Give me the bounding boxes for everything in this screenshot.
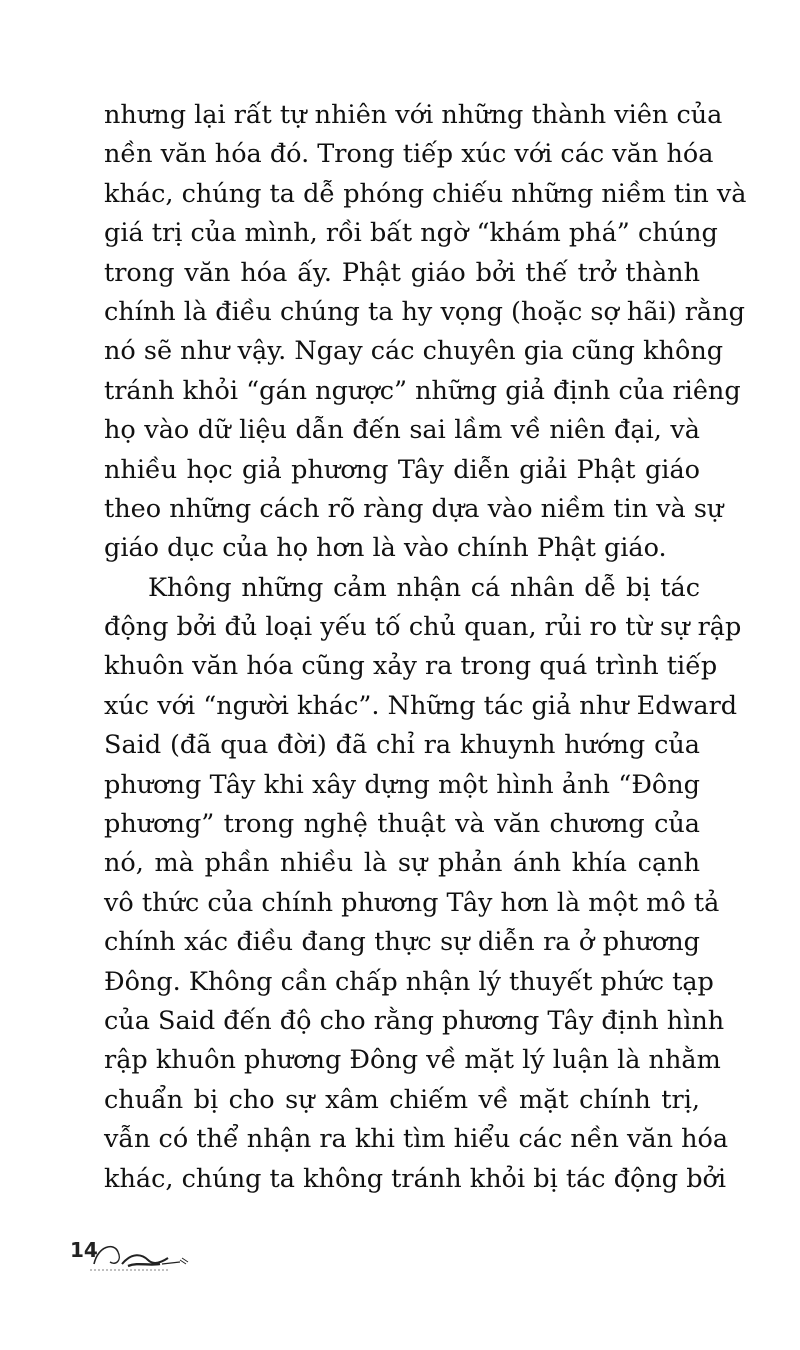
text-line: xúc với “người khác”. Những tác giả như Edward xyxy=(104,690,738,721)
text-line: tránh khỏi “gán ngược” những giả định của riêng xyxy=(104,375,741,406)
text-line: giá trị của mình, rồi bất ngờ “khám phá” chúng xyxy=(104,218,718,249)
text-line: khác, chúng ta dễ phóng chiếu những niềm tin và xyxy=(104,178,747,209)
text-line: chính là điều chúng ta hy vọng (hoặc sợ hãi) rằng xyxy=(104,296,745,327)
text-line: trong văn hóa ấy. Phật giáo bởi thế trở thành xyxy=(104,257,700,288)
text-line: rập khuôn phương Đông về mặt lý luận là nhằm xyxy=(104,1045,721,1076)
text-line: nhưng lại rất tự nhiên với những thành viên của xyxy=(104,100,723,130)
text-line: khác, chúng ta không tránh khỏi bị tác động bởi xyxy=(104,1163,727,1194)
paragraph-2 xyxy=(104,569,742,1199)
wave-ornament-icon xyxy=(88,1236,198,1276)
page-footer xyxy=(70,1236,210,1276)
text-line: giáo dục của họ hơn là vào chính Phật giáo. xyxy=(104,533,667,564)
page-number: 14 xyxy=(70,1238,98,1262)
text-line: phương” trong nghệ thuật và văn chương của xyxy=(104,809,700,840)
text-line: vẫn có thể nhận ra khi tìm hiểu các nền văn hóa xyxy=(104,1124,729,1155)
text-line: nền văn hóa đó. Trong tiếp xúc với các văn hóa xyxy=(104,139,714,170)
body-text xyxy=(104,96,747,1199)
text-line: nó, mà phần nhiều là sự phản ánh khía cạnh xyxy=(104,848,700,879)
text-line: của Said đến độ cho rằng phương Tây định hình xyxy=(104,1005,725,1036)
text-line: Said (đã qua đời) đã chỉ ra khuynh hướng của xyxy=(104,730,700,761)
text-line: khuôn văn hóa cũng xảy ra trong quá trình tiếp xyxy=(104,651,718,682)
text-line: phương Tây khi xây dựng một hình ảnh “Đông xyxy=(104,769,700,800)
text-line: động bởi đủ loại yếu tố chủ quan, rủi ro từ sự rập xyxy=(104,612,742,643)
text-line: họ vào dữ liệu dẫn đến sai lầm về niên đại, và xyxy=(104,415,700,446)
text-line: chính xác điều đang thực sự diễn ra ở phương xyxy=(104,927,700,958)
paragraph-1 xyxy=(104,96,747,569)
text-line: nó sẽ như vậy. Ngay các chuyên gia cũng không xyxy=(104,336,724,367)
text-line: Đông. Không cần chấp nhận lý thuyết phức tạp xyxy=(104,966,714,997)
text-line: vô thức của chính phương Tây hơn là một mô tả xyxy=(104,887,720,918)
text-line: chuẩn bị cho sự xâm chiếm về mặt chính trị, xyxy=(104,1084,700,1115)
text-line: Không những cảm nhận cá nhân dễ bị tác xyxy=(148,572,700,603)
text-line: nhiều học giả phương Tây diễn giải Phật giáo xyxy=(104,454,700,485)
text-line: theo những cách rõ ràng dựa vào niềm tin và sự xyxy=(104,493,724,524)
